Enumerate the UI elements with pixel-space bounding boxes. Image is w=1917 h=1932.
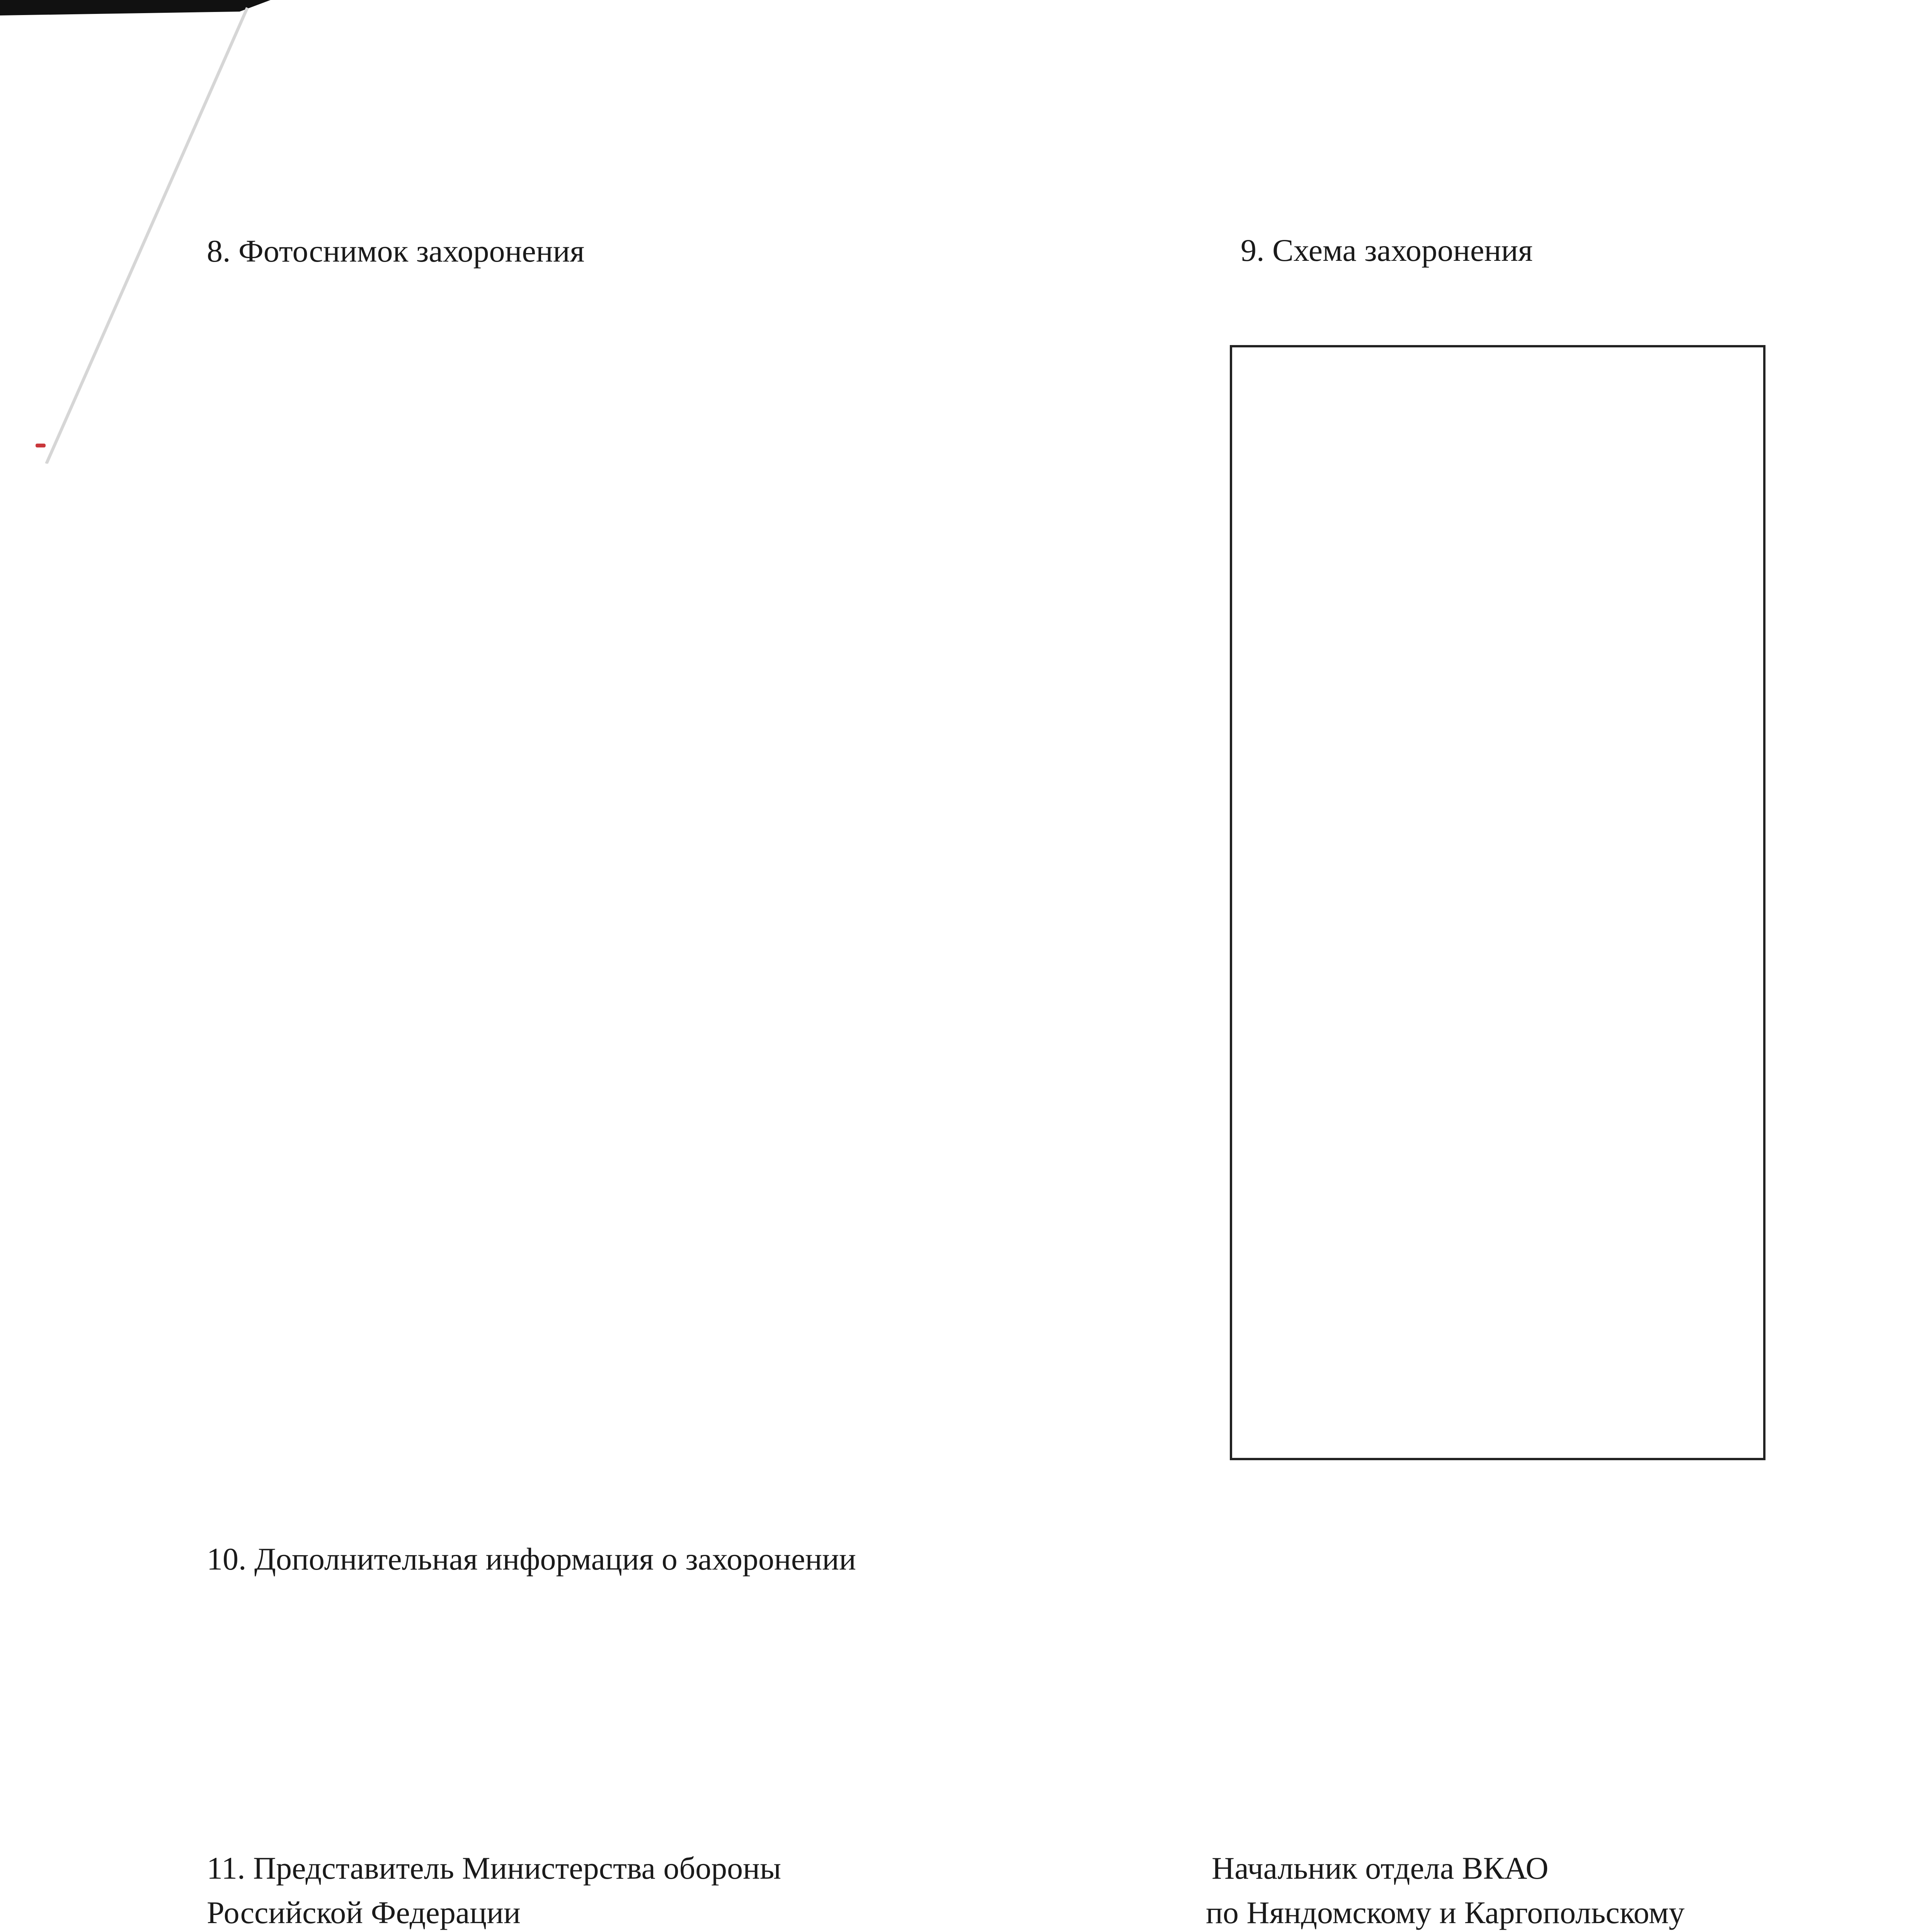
vkao-head-title-line2: по Няндомскому и Каргопольскому xyxy=(1206,1895,1685,1930)
section-10-title: 10. Дополнительная информация о захоронении xyxy=(207,1541,856,1577)
burial-scheme-box xyxy=(1230,345,1765,1460)
section-8-title: 8. Фотоснимок захоронения xyxy=(207,233,585,269)
vkao-head-title-line1: Начальник отдела ВКАО xyxy=(1212,1850,1549,1886)
mod-representative-label-line1: 11. Представитель Министерства обороны xyxy=(207,1850,781,1886)
stray-ink-mark xyxy=(36,444,46,447)
section-9-title: 9. Схема захоронения xyxy=(1241,233,1533,268)
mod-representative-label-line2: Российской Федерации xyxy=(207,1895,521,1930)
